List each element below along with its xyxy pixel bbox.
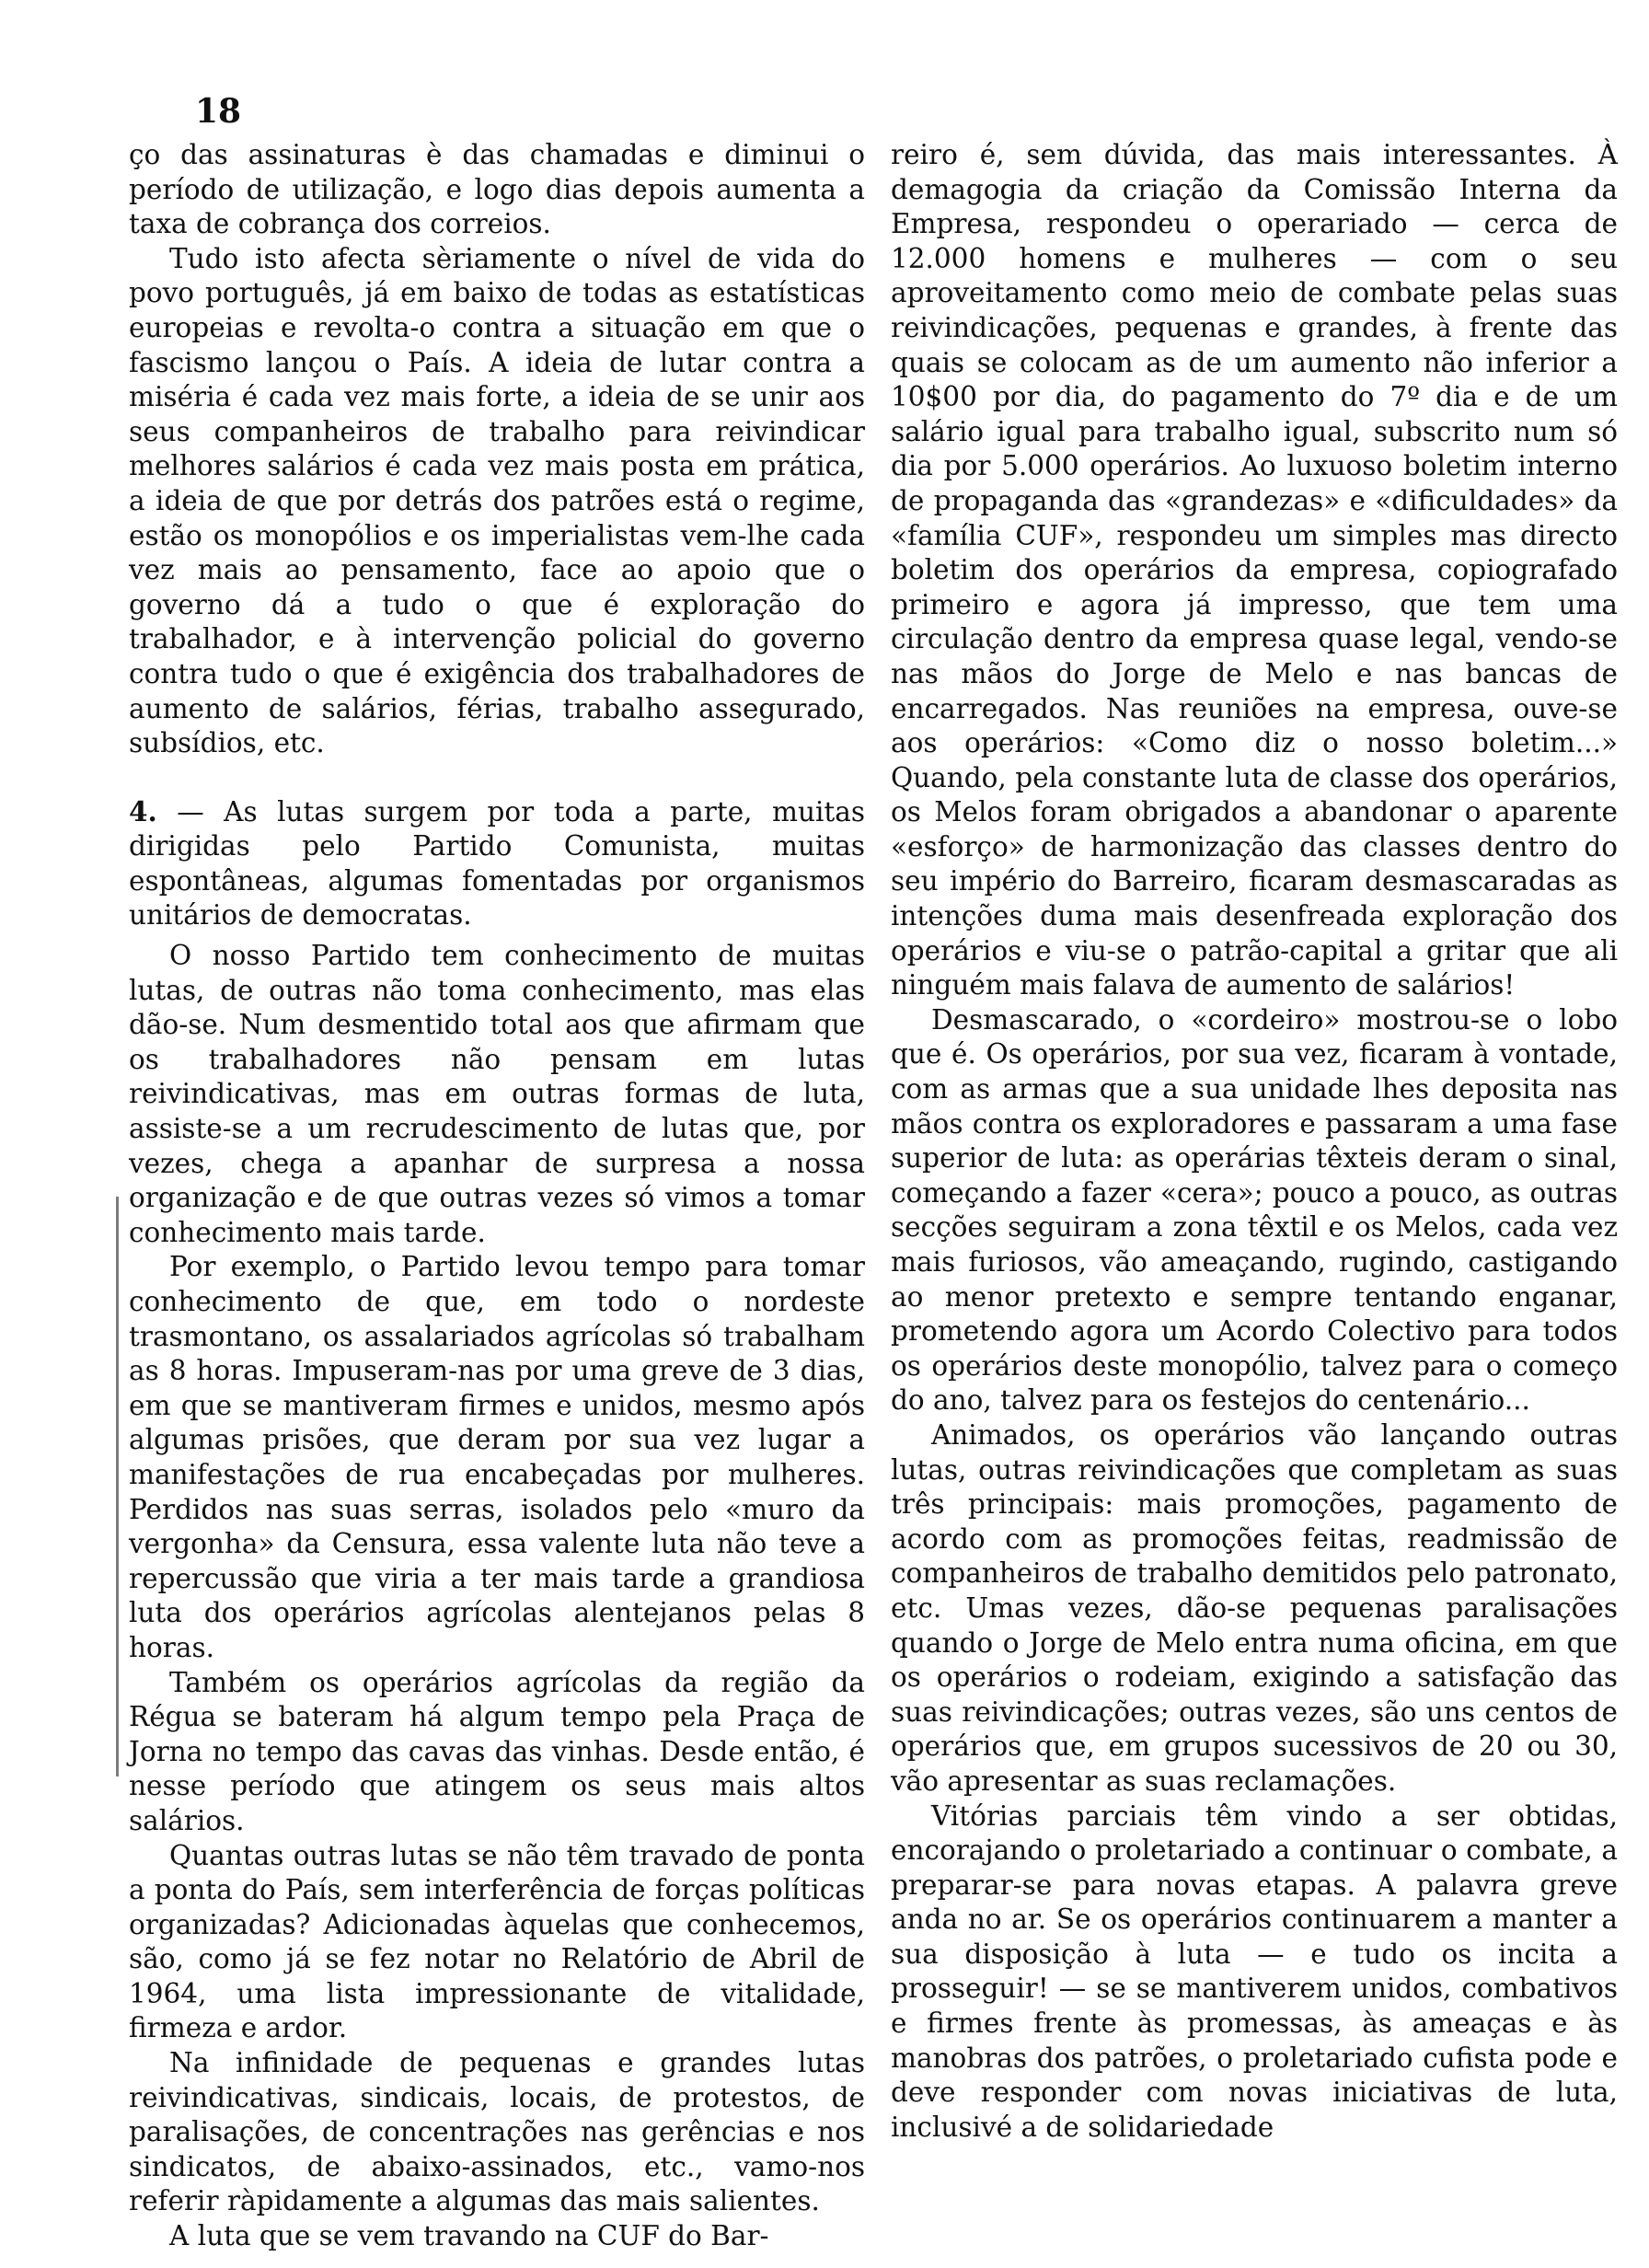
page-number: 18 (195, 92, 242, 131)
paragraph: Por exemplo, o Partido levou tempo para tomar conhecimento de que, em todo o nordeste trasmontano, os assalariados agrícolas só trabalham as 8 horas. Impuseram-nas por uma greve de 3 dias, em que se mantiveram firmes e unidos, mesmo após algumas prisões, que deram por sua vez lugar a manifestações de rua encabeçadas por mulheres. Perdidos nas suas serras, isolados pelo «muro da vergonha» da Censura, essa valente luta não teve a repercussão que viria a ter mais tarde a grandiosa luta dos operários agrícolas alentejanos pelas 8 horas. (129, 1251, 865, 1663)
paragraph: O nosso Partido tem conhecimento de muitas lutas, de outras não toma conhecimento, mas elas dão-se. Num desmentido total aos que afirmam que os trabalhadores não pensam em lutas reivindicativas, mas em outras formas de luta, assiste-se a um recrudescimento de lutas que, por vezes, chega a apanhar de surpresa a nossa organização e de que outras vezes só vimos a tomar conhecimento mais tarde. (129, 940, 865, 1248)
paragraph: reiro é, sem dúvida, das mais interessantes. À demagogia da criação da Comissão Interna da Empresa, respondeu o operariado — cerca de 12.000 homens e mulheres — com o seu aproveitamento como meio de combate pelas suas reivindicações, pequenas e grandes, à frente das quais se colocam as de um aumento não inferior a 10$00 por dia, do pagamento do 7º dia e de um salário igual para trabalho igual, subscrito num só dia por 5.000 operários. Ao luxuoso boletim interno de propaganda das «grandezas» e «dificuldades» da «família CUF», respondeu um simples mas directo boletim dos operários da empresa, copiografado primeiro e agora já impresso, que tem uma circulação dentro da empresa quase legal, vendo-se nas mãos do Jorge de Melo e nas bancas de encarregados. Nas reuniões na empresa, ouve-se aos operários: «Como diz o nosso boletim...» Quando, pela constante luta de classe dos operários, os Melos foram obrigados a abandonar o aparente «esforço» de harmonização das classes dentro do seu império do Barreiro, ficaram desmascaradas as intenções duma mais desenfreada exploração dos operários e viu-se o patrão-capital a gritar que ali ninguém mais falava de aumento de salários! (891, 139, 1618, 1001)
right-column (891, 138, 1618, 2145)
paragraph: Vitórias parciais têm vindo a ser obtidas, encorajando o proletariado a continuar o combate, a preparar-se para novas etapas. A palavra greve anda no ar. Se os operários continuarem a manter a sua disposição à luta — e tudo os incita a prosseguir! — se se mantiverem unidos, combativos e firmes frente às promessas, às ameaças e às manobras dos patrões, o proletariado cufista pode e deve responder com novas iniciativas de luta, inclusivé a de solidariedade (891, 1799, 1618, 2143)
section-text: — As lutas surgem por toda a parte, muitas dirigidas pelo Partido Comunista, muitas espontâneas, algumas fomentadas por organismos unitários de democratas. (129, 795, 865, 932)
paragraph: Também os operários agrícolas da região da Régua se bateram há algum tempo pela Praça de Jorna no tempo das cavas das vinhas. Desde então, é nesse período que atingem os seus mais altos salários. (129, 1666, 865, 1836)
paragraph: Na infinidade de pequenas e grandes lutas reivindicativas, sindicais, locais, de protestos, de paralisações, de concentrações nas gerências e nos sindicatos, de abaixo-assinados, etc., vamo-nos referir ràpidamente a algumas das mais salientes. (129, 2047, 865, 2217)
section-number: 4. (129, 794, 157, 827)
paragraph: A luta que se vem travando na CUF do Bar- (169, 2220, 769, 2252)
paragraph: Quantas outras lutas se não têm travado de ponta a ponta do País, sem interferência de forças políticas organizadas? Adicionadas àquelas que conhecemos, são, como já se fez notar no Relatório de Abril de 1964, uma lista impressionante de vitalidade, firmeza e ardor. (129, 1839, 865, 2044)
margin-line-mark (116, 1197, 126, 1776)
paragraph: Animados, os operários vão lançando outras lutas, outras reivindicações que completam as suas três principais: mais promoções, pagamento de acordo com as promoções feitas, readmissão de companheiros de trabalho demitidos pelo patronato, etc. Umas vezes, dão-se pequenas paralisações quando o Jorge de Melo entra numa oficina, em que os operários o rodeiam, exigindo a satisfação das suas reivindicações; outras vezes, são uns centos de operários que, em grupos sucessivos de 20 ou 30, vão apresentar as suas reclamações. (891, 1418, 1618, 1797)
paragraph: Tudo isto afecta sèriamente o nível de vida do povo português, já em baixo de todas as estatísticas europeias e revolta-o contra a situação em que o fascismo lançou o País. A ideia de lutar contra a miséria é cada vez mais forte, a ideia de se unir aos seus companheiros de trabalho para reivindicar melhores salários é cada vez mais posta em prática, a ideia de que por detrás dos patrões está o regime, estão os monopólios e os imperialistas vem-lhe cada vez mais ao pensamento, face ao apoio que o governo dá a tudo o que é exploração do trabalhador, e à intervenção policial do governo contra tudo o que é exigência dos trabalhadores de aumento de salários, férias, trabalho assegurado, subsídios, etc. (129, 242, 865, 759)
left-column (129, 138, 865, 2254)
paragraph: ço das assinaturas è das chamadas e diminui o período de utilização, e logo dias depois aumenta a taxa de cobrança dos correios. (129, 139, 865, 240)
paragraph: Desmascarado, o «cordeiro» mostrou-se o lobo que é. Os operários, por sua vez, ficaram à vontade, com as armas que a sua unidade lhes deposita nas mãos contra os exploradores e passaram a uma fase superior de luta: as operárias têxteis deram o sinal, começando a fazer «cera»; pouco a pouco, as outras secções seguiram a zona têxtil e os Melos, cada vez mais furiosos, vão ameaçando, rugindo, castigando ao menor pretexto e sempre tentando enganar, prometendo agora um Acordo Colectivo para todos os operários deste monopólio, talvez para o começo do ano, talvez para os festejos do centenário... (891, 1003, 1618, 1417)
section-paragraph (129, 794, 865, 933)
